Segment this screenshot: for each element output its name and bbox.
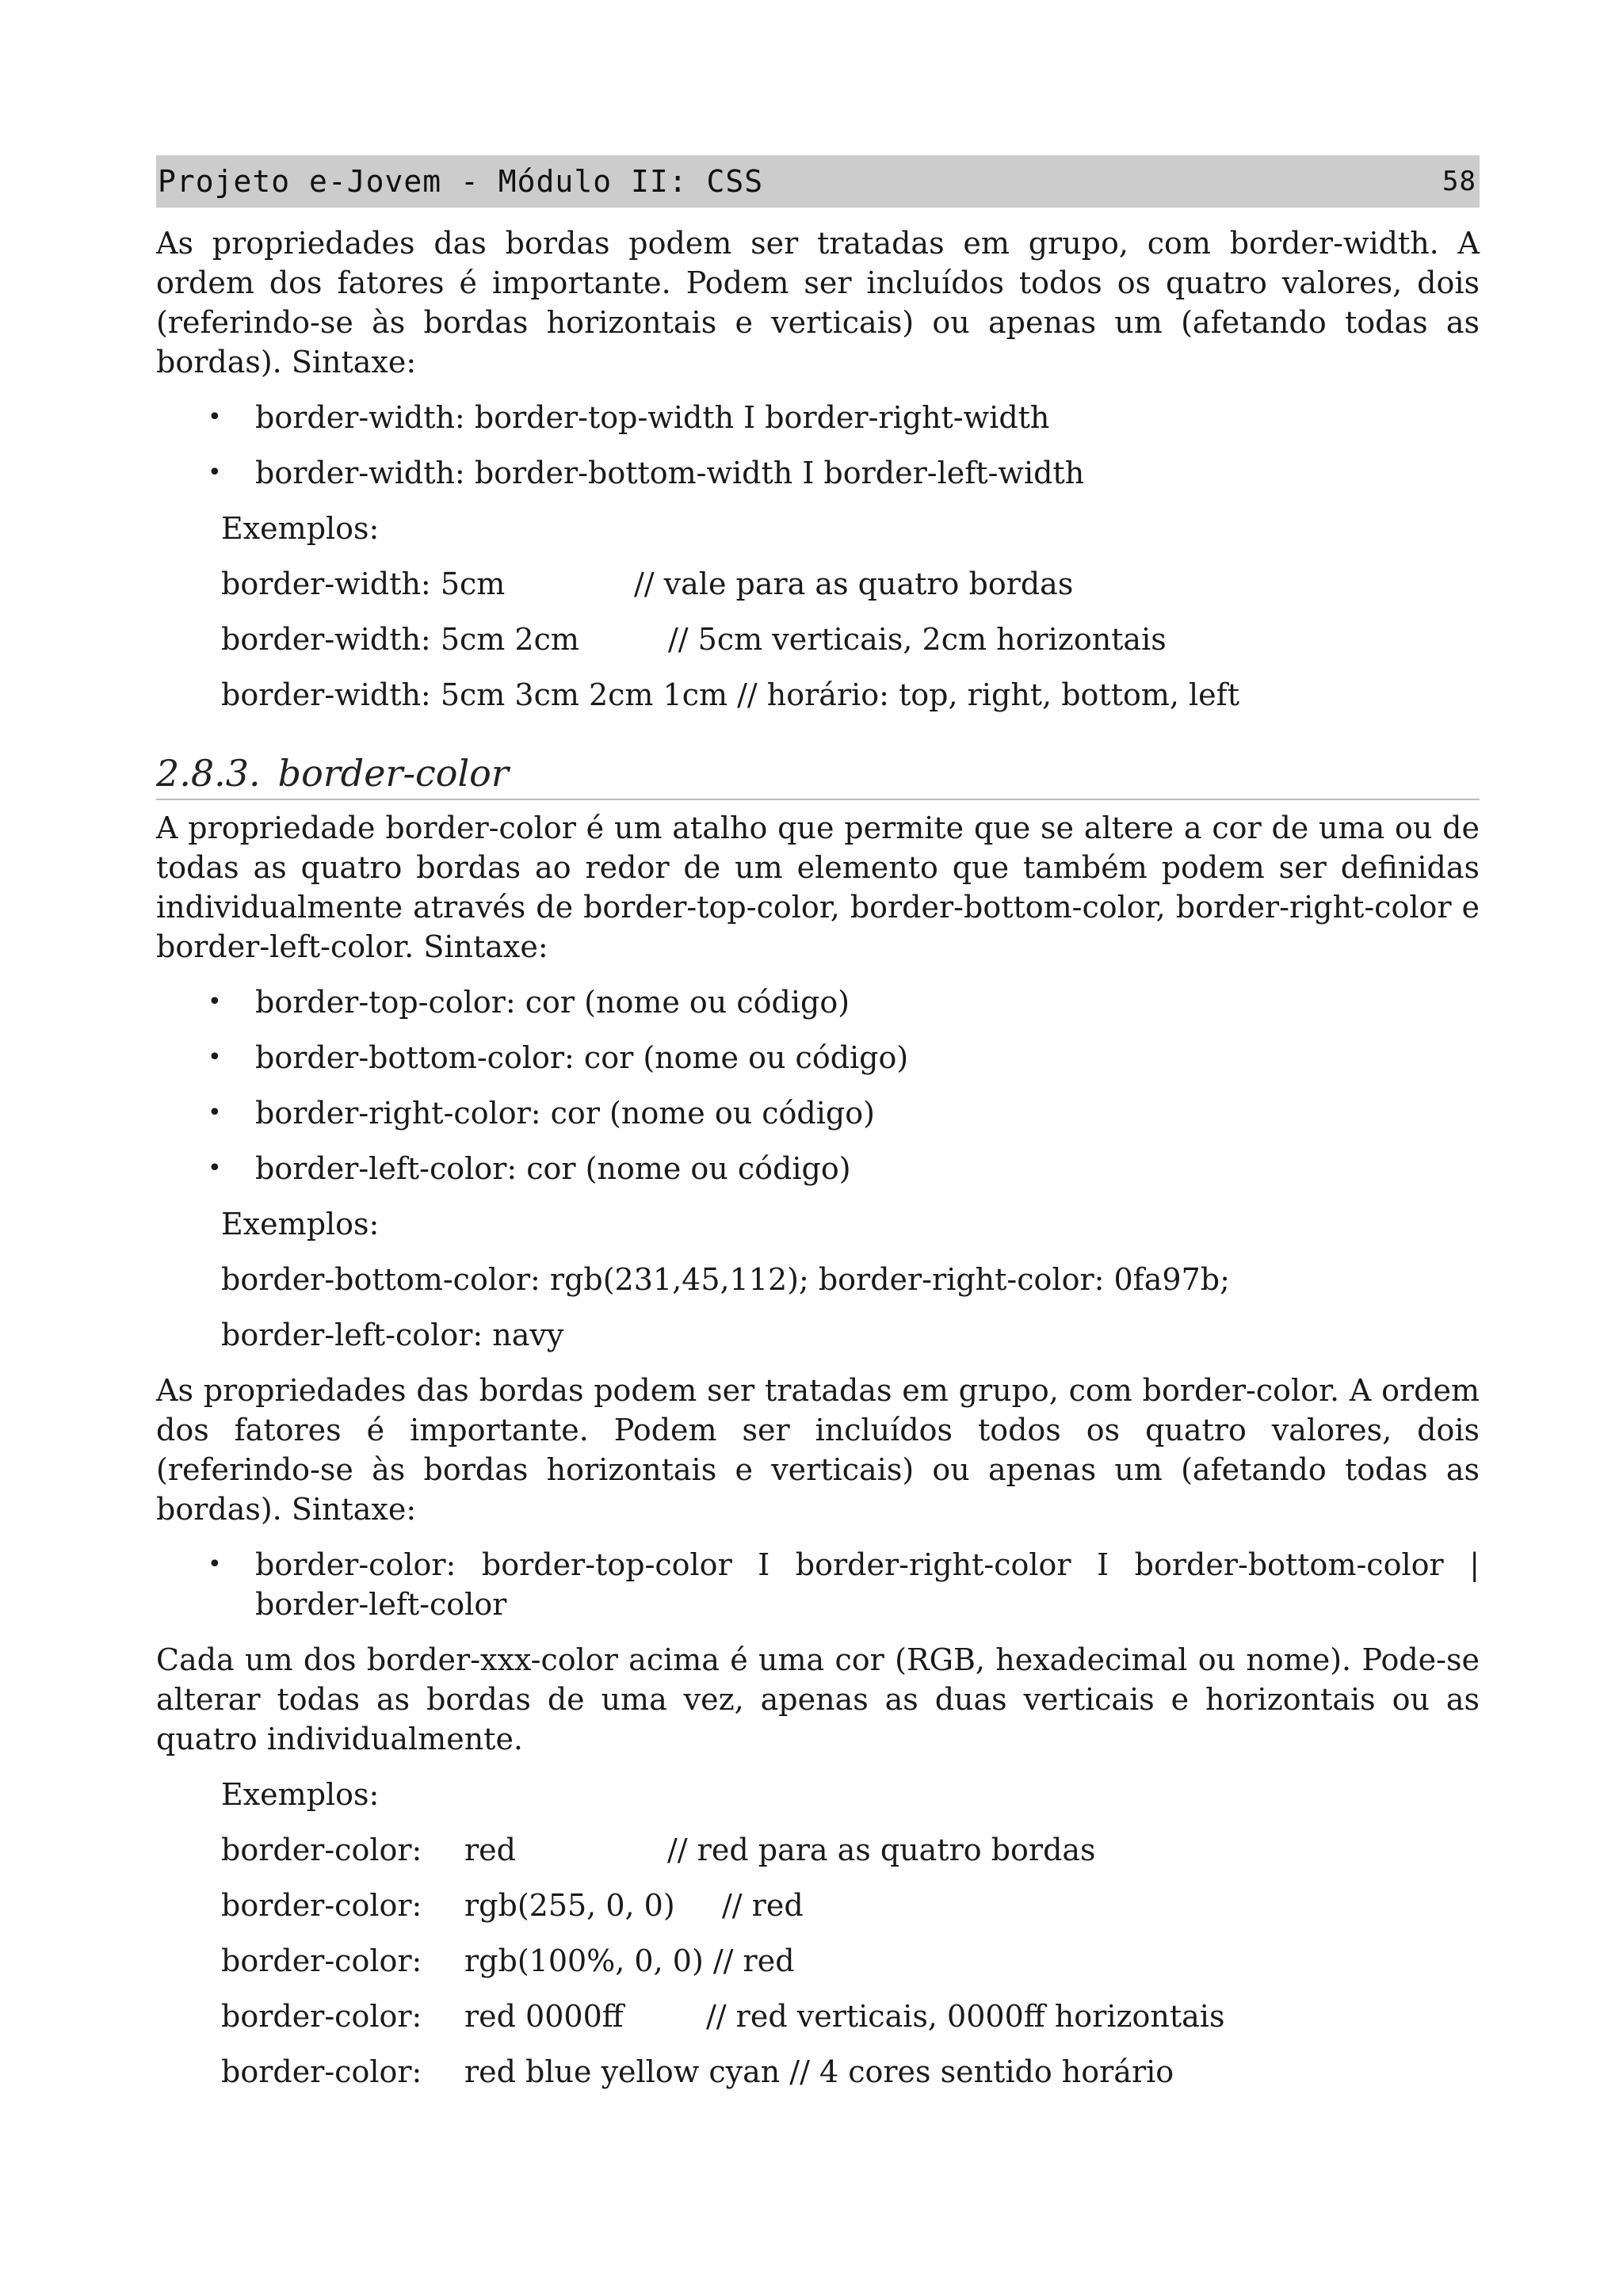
list-item bbox=[156, 1038, 1480, 1077]
example-comment: // vale para as quatro bordas bbox=[634, 566, 1074, 601]
list-item bbox=[156, 1545, 1480, 1624]
example-property: border-color: bbox=[221, 1999, 422, 2034]
page-header bbox=[156, 155, 1480, 208]
list-item bbox=[156, 398, 1480, 437]
border-color-syntax-list bbox=[156, 982, 1480, 1188]
example-line bbox=[156, 1941, 1480, 1981]
example-code: border-width: 5cm 2cm bbox=[221, 622, 579, 657]
example-line: border-bottom-color: rgb(231,45,112); border-right-color: 0fa97b; bbox=[221, 1262, 1230, 1297]
example-line bbox=[156, 1997, 1480, 2036]
example-value: red blue yellow cyan // 4 cores sentido horário bbox=[464, 2054, 1174, 2089]
header-title: Projeto e-Jovem - Módulo II: CSS bbox=[158, 164, 764, 199]
page-number: 58 bbox=[1442, 166, 1476, 197]
bullet-icon: • bbox=[208, 1154, 222, 1182]
example-line: border-left-color: navy bbox=[221, 1318, 564, 1352]
list-item bbox=[156, 453, 1480, 493]
example-property: border-color: bbox=[221, 1943, 422, 1978]
example-comment: // red bbox=[722, 1888, 804, 1923]
list-item bbox=[156, 1093, 1480, 1133]
document-page bbox=[156, 155, 1480, 2092]
section-number: 2.8.3. bbox=[156, 752, 261, 795]
paragraph-border-width-group: As propriedades das bordas podem ser tratadas em grupo, com border-width. A ordem dos fatores é importante. Podem ser incluídos todos os quatro valores, dois (referindo-se às bordas horizontais e verticais) ou apenas um (afetando todas as bordas). Sintaxe: bbox=[156, 226, 1480, 379]
example-line bbox=[156, 675, 1480, 715]
list-item-text: border-width: border-top-width I border-right-width bbox=[255, 400, 1050, 435]
example-code: border-width: 5cm bbox=[221, 566, 506, 601]
example-comment: // red verticais, 0000ff horizontais bbox=[706, 1999, 1225, 2034]
border-width-syntax-list bbox=[156, 398, 1480, 493]
list-item-text: border-color: border-top-color I border-right-color I border-bottom-color | border-left-color bbox=[255, 1547, 1480, 1622]
example-comment: // 5cm verticais, 2cm horizontais bbox=[668, 622, 1167, 657]
example-comment: // red para as quatro bordas bbox=[667, 1833, 1096, 1867]
section-heading bbox=[156, 751, 1480, 800]
example-line bbox=[156, 2052, 1480, 2092]
example-property: border-color: bbox=[221, 1888, 422, 1923]
list-item-text: border-right-color: cor (nome ou código) bbox=[255, 1096, 875, 1131]
example-line bbox=[156, 1886, 1480, 1925]
border-color-group-syntax-list bbox=[156, 1545, 1480, 1624]
examples-label: Exemplos: bbox=[221, 511, 380, 546]
paragraph-border-color-values: Cada um dos border-xxx-color acima é uma cor (RGB, hexadecimal ou nome). Pode-se alterar todas as bordas de uma vez, apenas as duas verticais e horizontais ou as quatro individualmente. bbox=[156, 1642, 1480, 1756]
example-value: rgb(100%, 0, 0) // red bbox=[464, 1943, 795, 1978]
bullet-icon: • bbox=[208, 1099, 222, 1127]
example-code: border-width: 5cm 3cm 2cm 1cm // horário: top, right, bottom, left bbox=[221, 677, 1240, 712]
example-value: red bbox=[464, 1833, 516, 1867]
bullet-icon: • bbox=[208, 1043, 222, 1071]
examples-label: Exemplos: bbox=[221, 1777, 380, 1812]
example-property: border-color: bbox=[221, 2054, 422, 2089]
list-item bbox=[156, 982, 1480, 1022]
example-property: border-color: bbox=[221, 1833, 422, 1867]
example-value: red 0000ff bbox=[464, 1999, 624, 2034]
list-item-text: border-width: border-bottom-width I border-left-width bbox=[255, 456, 1085, 490]
example-value: rgb(255, 0, 0) bbox=[464, 1888, 675, 1923]
paragraph-border-color-group: As propriedades das bordas podem ser tratadas em grupo, com border-color. A ordem dos fatores é importante. Podem ser incluídos todos os quatro valores, dois (referindo-se às bordas horizontais e verticais) ou apenas um (afetando todas as bordas). Sintaxe: bbox=[156, 1373, 1480, 1527]
list-item-text: border-left-color: cor (nome ou código) bbox=[255, 1151, 851, 1186]
example-line bbox=[156, 1830, 1480, 1870]
example-line bbox=[156, 620, 1480, 659]
bullet-icon: • bbox=[208, 403, 222, 431]
example-line bbox=[156, 564, 1480, 604]
list-item bbox=[156, 1149, 1480, 1188]
list-item-text: border-top-color: cor (nome ou código) bbox=[255, 985, 850, 1020]
paragraph-border-color-intro: A propriedade border-color é um atalho que permite que se altere a cor de uma ou de todas as quatro bordas ao redor de um elemento que também podem ser definidas individualmente através de border-top-color, border-bottom-color, border-right-color e border-left-color. Sintaxe: bbox=[156, 810, 1480, 964]
bullet-icon: • bbox=[208, 1550, 222, 1578]
bullet-icon: • bbox=[208, 988, 222, 1016]
list-item-text: border-bottom-color: cor (nome ou código) bbox=[255, 1040, 909, 1075]
examples-label: Exemplos: bbox=[221, 1207, 380, 1241]
bullet-icon: • bbox=[208, 459, 222, 486]
section-title: border-color bbox=[277, 752, 509, 795]
